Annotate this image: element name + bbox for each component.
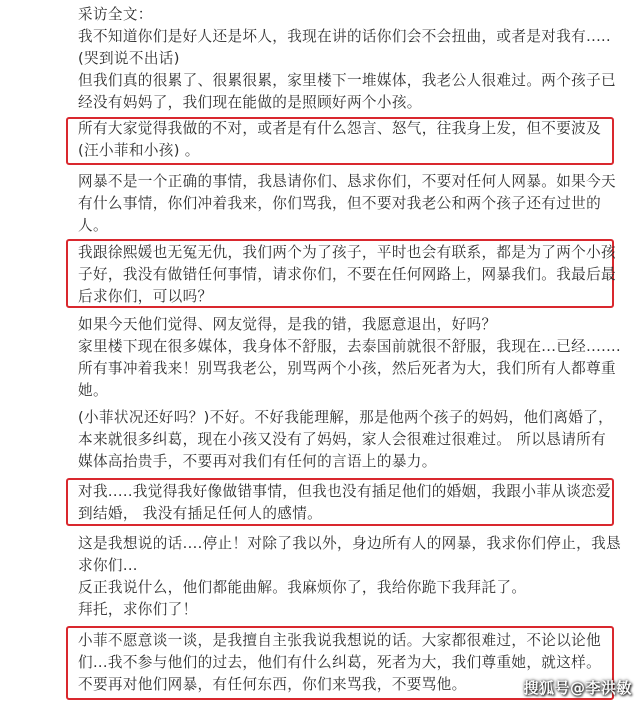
transcript-line: 网暴不是一个正确的事情，我恳请你们、恳求你们，不要对任何人网暴。如果今天 <box>78 173 616 190</box>
highlighted-line: 到结婚， 我没有插足任何人的感情。 <box>78 505 323 522</box>
transcript-line: 人。 <box>78 217 108 234</box>
highlighted-line: 子好，我没有做错任何事情，请求你们，不要在任何网路上，网暴我们。我最后最 <box>78 266 616 283</box>
highlighted-line: 所有大家觉得我做的不对，或者是有什么怨言、怒气，往我身上发，但不要波及 <box>78 120 602 137</box>
highlighted-line: (汪小菲和小孩) 。 <box>78 142 200 159</box>
transcript-line: 拜托，求你们了！ <box>78 601 198 618</box>
transcript-line: 这是我想说的话....停止！对除了我以外，身边所有人的网暴，我求你们停止，我恳 <box>78 535 621 552</box>
highlighted-line: 对我.....我觉得我好像做错事情，但我也没有插足他们的婚姻，我跟小菲从谈恋爱 <box>78 483 612 500</box>
transcript-line: (小菲状况还好吗？)不好。不好我能理解，那是他两个孩子的妈妈，他们离婚了， <box>78 409 614 426</box>
highlighted-line: 后求你们，可以吗？ <box>78 288 213 305</box>
transcript-line: 经没有妈妈了，我们现在能做的是照顾好两个小孩。 <box>78 94 422 111</box>
transcript-line: 家里楼下现在很多媒体，我身体不舒服，去泰国前就很不舒服，我现在...已经....... <box>78 338 622 355</box>
transcript-line: 但我们真的很累了、很累很累，家里楼下一堆媒体，我老公人很难过。两个孩子已 <box>78 72 616 89</box>
highlighted-line: 不要再对他们网暴，有任何东西，你们来骂我，不要骂他。 <box>78 676 467 693</box>
transcript-line: 所有事冲着我来！别骂我老公，别骂两个小孩，然后死者为大，我们所有人都尊重 <box>78 360 616 377</box>
transcript-line: 有什么事情，你们冲着我来，你们骂我，但不要对我老公和两个孩子还有过世的 <box>78 195 602 212</box>
transcript-line: 求你们... <box>78 557 138 574</box>
transcript-line: 如果今天他们觉得、网友觉得，是我的错，我愿意退出，好吗？ <box>78 316 497 333</box>
highlighted-line: 我跟徐熙媛也无冤无仇，我们两个为了孩子，平时也会有联系，都是为了两个小孩 <box>78 244 616 261</box>
transcript-heading: 采访全文： <box>78 6 153 23</box>
transcript-line: (哭到说不出话) <box>78 50 180 67</box>
highlighted-line: 们...我不参与他们的过去，他们有什么纠葛，死者为大，我们尊重她，就这样。 <box>78 654 602 671</box>
transcript-line: 我不知道你们是好人还是坏人，我现在讲的话你们会不会扭曲，或者是对我有..... <box>78 28 612 45</box>
transcript-line: 她。 <box>78 382 108 399</box>
watermark: 搜狐号@李洪敏 <box>523 679 632 697</box>
transcript-line: 反正我说什么，他们都能曲解。我麻烦你了，我给你跪下我拜託了。 <box>78 579 527 596</box>
transcript-line: 媒体高抬贵手，不要再对我们有任何的言语上的暴力。 <box>78 453 437 470</box>
transcript-line: 本来就很多纠葛，现在小孩又没有了妈妈，家人会很难过很难过。 所以恳请所有 <box>78 431 607 448</box>
highlighted-line: 小菲不愿意谈一谈，是我擅自主张我说我想说的话。大家都很难过，不论以论他 <box>78 632 602 649</box>
